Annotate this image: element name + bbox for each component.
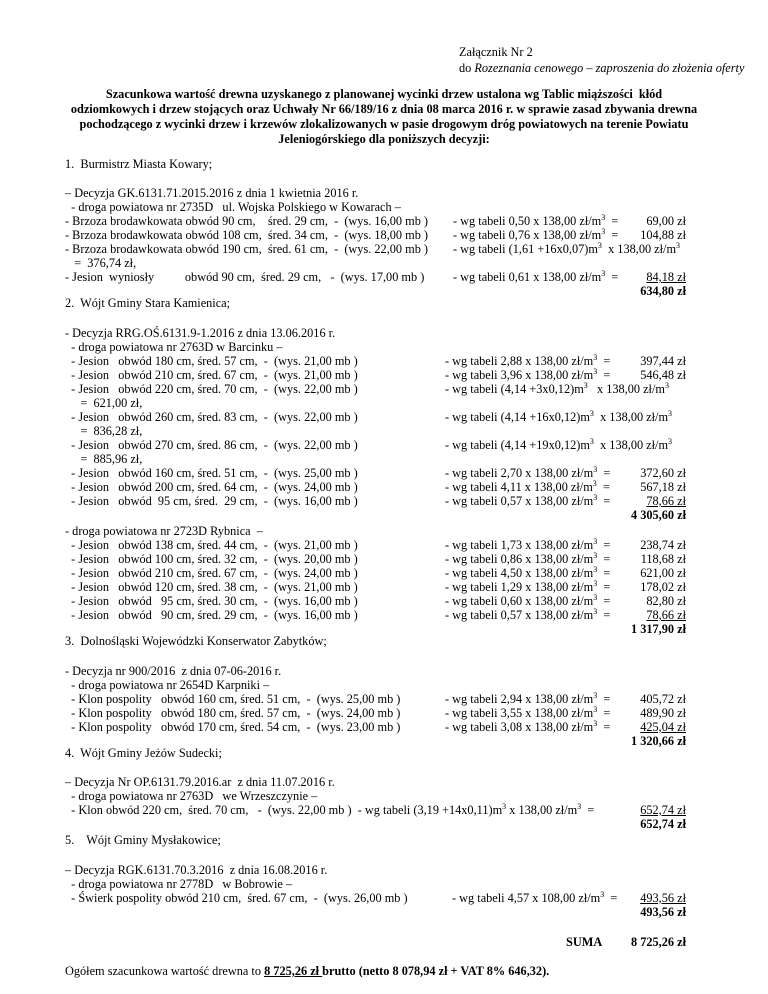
section-3-decision: - Decyzja nr 900/2016 z dnia 07-06-2016 r.: [65, 664, 282, 678]
tree-row-continuation: = 885,96 zł,: [65, 452, 143, 466]
tree-calc: - Klon obwód 220 cm, śred. 70 cm, - (wys. 22,00 mb ) - wg tabeli $(3,19 +14x0,11)m^3$ x 138,00 $zł/m^3$ =: [65, 802, 595, 817]
tree-calc: - wg tabeli $(4,14 +19x0,12)m^3$ x 138,00 $zł/m^3$: [445, 437, 673, 452]
attachment-label: Załącznik Nr 2: [459, 45, 533, 59]
tree-row: - Brzoza brodawkowata obwód 90 cm, śred. 29 cm, - (wys. 16,00 mb ): [65, 214, 429, 228]
tree-row: - Klon pospolity obwód 170 cm, śred. 54 cm, - (wys. 23,00 mb ): [65, 720, 401, 734]
tree-value: 425,04 zł: [640, 720, 686, 734]
tree-row: - Jesion obwód 95 cm, śred. 29 cm, - (wys. 16,00 mb ): [65, 494, 358, 508]
section-4-decision: – Decyzja Nr OP.6131.79.2016.ar z dnia 11.07.2016 r.: [65, 775, 335, 789]
tree-row: - Jesion obwód 95 cm, śred. 30 cm, - (wys. 16,00 mb ): [65, 594, 358, 608]
tree-calc: - wg tabeli 0,57 x 138,00 $zł/m^3$ =: [445, 493, 611, 508]
tree-value: 238,74 zł: [640, 538, 686, 552]
section-2-heading: 2. Wójt Gminy Stara Kamienica;: [65, 296, 231, 310]
tree-calc: - wg tabeli 2,88 x 138,00 $zł/m^3$ =: [445, 353, 611, 368]
document-title-line-3: pochodzącego z wycinki drzew i krzewów zlokalizowanych w pasie drogowym dróg powiatowych na terenie Powiatu: [79, 117, 689, 131]
section-5-total: 493,56 zł: [640, 905, 686, 919]
tree-value: 178,02 zł: [640, 580, 686, 594]
section-2-road-b: - droga powiatowa nr 2723D Rybnica –: [65, 524, 263, 538]
tree-calc: - wg tabeli 1,29 x 138,00 $zł/m^3$ =: [445, 579, 611, 594]
tree-calc: - wg tabeli 0,76 x 138,00 $zł/m^3$ =: [453, 227, 619, 242]
tree-value: 546,48 zł: [640, 368, 686, 382]
tree-row: - Brzoza brodawkowata obwód 190 cm, śred. 61 cm, - (wys. 22,00 mb ): [65, 242, 429, 256]
tree-row: - Jesion obwód 160 cm, śred. 51 cm, - (wys. 25,00 mb ): [65, 466, 358, 480]
tree-value: 78,66 zł: [646, 494, 686, 508]
tree-value: 372,60 zł: [640, 466, 686, 480]
tree-row: - Jesion obwód 138 cm, śred. 44 cm, - (wys. 21,00 mb ): [65, 538, 358, 552]
tree-value: 84,18 zł: [646, 270, 686, 284]
tree-value: 621,00 zł: [640, 566, 686, 580]
tree-calc: - wg tabeli 2,70 x 138,00 $zł/m^3$ =: [445, 465, 611, 480]
tree-value: 78,66 zł: [646, 608, 686, 622]
overall-summary: Ogółem szacunkowa wartość drewna to 8 725,26 zł brutto (netto 8 078,94 zł + VAT 8% 646,32).: [65, 964, 550, 978]
section-1-decision: – Decyzja GK.6131.71.2015.2016 z dnia 1 kwietnia 2016 r.: [65, 186, 359, 200]
attachment-subtitle: do Rozeznania cenowego – zaproszenia do złożenia oferty: [459, 61, 745, 75]
section-5-heading: 5. Wójt Gminy Mysłakowice;: [65, 833, 221, 847]
section-1-heading: 1. Burmistrz Miasta Kowary;: [65, 157, 213, 171]
tree-row: - Jesion obwód 270 cm, śred. 86 cm, - (wys. 22,00 mb ): [65, 438, 358, 452]
tree-calc: - wg tabeli $(4,14 +3x0,12)m^3$ x 138,00 $zł/m^3$: [445, 381, 669, 396]
section-3-heading: 3. Dolnośląski Wojewódzki Konserwator Zabytków;: [65, 634, 327, 648]
document-title-line-1: Szacunkowa wartość drewna uzyskanego z planowanej wycinki drzew ustalona wg Tablic miąższości kłód: [105, 87, 663, 101]
tree-value: 69,00 zł: [646, 214, 686, 228]
section-3-total: 1 320,66 zł: [631, 734, 686, 748]
section-5-decision: – Decyzja RGK.6131.70.3.2016 z dnia 16.08.2016 r.: [65, 863, 328, 877]
tree-calc: - wg tabeli 4,11 x 138,00 $zł/m^3$ =: [445, 479, 610, 494]
tree-row: - Klon pospolity obwód 180 cm, śred. 57 cm, - (wys. 24,00 mb ): [65, 706, 401, 720]
section-4-total: 652,74 zł: [640, 817, 686, 831]
tree-row-continuation: = 376,74 zł,: [65, 256, 137, 270]
tree-row: - Jesion wyniosły obwód 90 cm, śred. 29 cm, - (wys. 17,00 mb ): [65, 270, 425, 284]
document-title-line-4: Jeleniogórskiego dla poniższych decyzji:: [278, 132, 490, 146]
tree-calc: - wg tabeli $(1,61 +16x0,07)m^3$ x 138,00 $zł/m^3$: [453, 241, 681, 256]
document-title-line-2: odziomkowych i drzew stojących oraz Uchwały Nr 66/189/16 z dnia 08 marca 2016 r. w sprawie zasad zbywania drewna: [70, 102, 698, 116]
tree-calc: - wg tabeli 3,96 x 138,00 $zł/m^3$ =: [445, 367, 611, 382]
tree-calc: - wg tabeli 4,57 x 108,00 $zł/m^3$ =: [452, 890, 618, 905]
tree-value: 567,18 zł: [640, 480, 686, 494]
tree-value: 489,90 zł: [640, 706, 686, 720]
section-2-decision: - Decyzja RRG.OŚ.6131.9-1.2016 z dnia 13.06.2016 r.: [65, 326, 336, 340]
tree-row: - Brzoza brodawkowata obwód 108 cm, śred. 34 cm, - (wys. 18,00 mb ): [65, 228, 429, 242]
tree-calc: - wg tabeli 2,94 x 138,00 $zł/m^3$ =: [445, 691, 611, 706]
tree-row: - Jesion obwód 120 cm, śred. 38 cm, - (wys. 21,00 mb ): [65, 580, 358, 594]
tree-row: - Jesion obwód 210 cm, śred. 67 cm, - (wys. 24,00 mb ): [65, 566, 358, 580]
tree-calc: - wg tabeli 1,73 x 138,00 $zł/m^3$ =: [445, 537, 611, 552]
tree-row-continuation: = 621,00 zł,: [65, 396, 143, 410]
sum-label: SUMA: [566, 935, 603, 949]
section-1-total: 634,80 zł: [640, 284, 686, 298]
tree-calc: - wg tabeli 0,60 x 138,00 $zł/m^3$ =: [445, 593, 611, 608]
section-4-road: - droga powiatowa nr 2763D we Wrzeszczynie –: [65, 789, 318, 803]
tree-row: - Jesion obwód 100 cm, śred. 32 cm, - (wys. 20,00 mb ): [65, 552, 358, 566]
sum-value: 8 725,26 zł: [631, 935, 686, 949]
section-3-road: - droga powiatowa nr 2654D Karpniki –: [65, 678, 270, 692]
tree-calc: - wg tabeli 3,55 x 138,00 $zł/m^3$ =: [445, 705, 611, 720]
tree-row: - Jesion obwód 200 cm, śred. 64 cm, - (wys. 24,00 mb ): [65, 480, 358, 494]
tree-calc: - wg tabeli 0,57 x 138,00 $zł/m^3$ =: [445, 607, 611, 622]
tree-calc: - wg tabeli $(4,14 +16x0,12)m^3$ x 138,00 $zł/m^3$: [445, 409, 673, 424]
tree-row: - Jesion obwód 220 cm, śred. 70 cm, - (wys. 22,00 mb ): [65, 382, 358, 396]
tree-value: 82,80 zł: [646, 594, 686, 608]
tree-value: 652,74 zł: [640, 803, 686, 817]
tree-value: 405,72 zł: [640, 692, 686, 706]
tree-row: - Klon pospolity obwód 160 cm, śred. 51 cm, - (wys. 25,00 mb ): [65, 692, 401, 706]
tree-row: - Jesion obwód 180 cm, śred. 57 cm, - (wys. 21,00 mb ): [65, 354, 358, 368]
tree-calc: - wg tabeli 0,61 x 138,00 $zł/m^3$ =: [453, 269, 619, 284]
tree-value: 104,88 zł: [640, 228, 686, 242]
tree-calc: - wg tabeli 0,50 x 138,00 $zł/m^3$ =: [453, 213, 619, 228]
tree-row: - Jesion obwód 210 cm, śred. 67 cm, - (wys. 21,00 mb ): [65, 368, 358, 382]
section-5-road: - droga powiatowa nr 2778D w Bobrowie –: [65, 877, 293, 891]
section-4-heading: 4. Wójt Gminy Jeżów Sudecki;: [65, 746, 222, 760]
tree-row: - Jesion obwód 90 cm, śred. 29 cm, - (wys. 16,00 mb ): [65, 608, 358, 622]
tree-row-continuation: = 836,28 zł,: [65, 424, 143, 438]
section-2-subtotal-b: 1 317,90 zł: [631, 622, 686, 636]
tree-row: - Świerk pospolity obwód 210 cm, śred. 67 cm, - (wys. 26,00 mb ): [65, 891, 408, 905]
tree-calc: - wg tabeli 0,86 x 138,00 $zł/m^3$ =: [445, 551, 611, 566]
tree-calc: - wg tabeli 4,50 x 138,00 $zł/m^3$ =: [445, 565, 611, 580]
tree-row: - Jesion obwód 260 cm, śred. 83 cm, - (wys. 22,00 mb ): [65, 410, 358, 424]
tree-value: 397,44 zł: [640, 354, 686, 368]
section-1-road: - droga powiatowa nr 2735D ul. Wojska Polskiego w Kowarach –: [65, 200, 401, 214]
tree-value: 493,56 zł: [640, 891, 686, 905]
tree-value: 118,68 zł: [640, 552, 686, 566]
section-2-road-a: - droga powiatowa nr 2763D w Barcinku –: [65, 340, 283, 354]
tree-calc: - wg tabeli 3,08 x 138,00 $zł/m^3$ =: [445, 719, 611, 734]
section-2-subtotal-a: 4 305,60 zł: [631, 508, 686, 522]
